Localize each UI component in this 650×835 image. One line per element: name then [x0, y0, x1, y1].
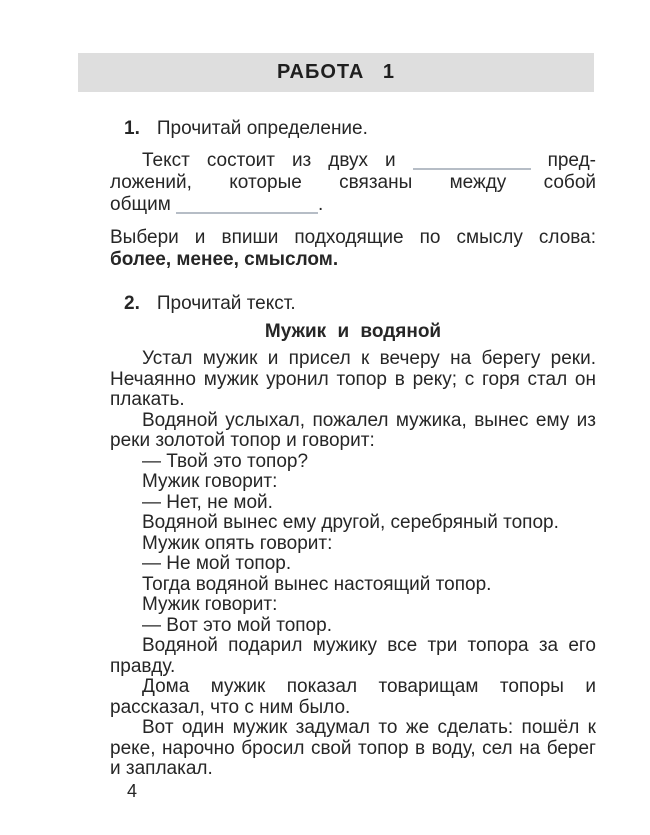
- story-paragraph: Водяной вынес ему другой, серебряный топор.: [142, 512, 559, 533]
- story-paragraph: — Твой это топор?: [142, 450, 309, 472]
- fill-in-blank-1: [413, 154, 531, 170]
- story-paragraph: Вот один мужик задумал то же сделать: пошёл к реке, нарочно бросил свой топор в воду, сел на берег и заплакал.: [110, 717, 596, 779]
- definition-line-1-before: Текст состоит из двух и: [142, 150, 396, 171]
- story-paragraph: Дома мужик показал товарищам топоры и рассказал, что с ним было.: [110, 676, 596, 718]
- definition-line-3-after: .: [318, 194, 324, 215]
- story-paragraph: — Не мой топор.: [142, 553, 292, 574]
- story-paragraph: Водяной подарил мужику все три топора за его правду.: [110, 635, 596, 677]
- hint-intro: Выбери и впиши подходящие по смыслу слова:: [110, 227, 596, 248]
- story-paragraph: — Нет, не мой.: [142, 491, 273, 513]
- definition-line-2: ложений, которые связаны между собой: [110, 172, 596, 193]
- page-number: 4: [127, 780, 138, 801]
- section-title: РАБОТА 1: [276, 61, 396, 83]
- task-1-instruction: Прочитай определение.: [156, 118, 368, 139]
- page-content: [110, 92, 596, 801]
- task-2-header: [110, 293, 596, 314]
- task-2-instruction: Прочитай текст.: [156, 293, 296, 314]
- story-paragraph: Мужик говорит:: [142, 471, 278, 492]
- definition-line-3: [110, 194, 596, 216]
- task-2-number: 2.: [124, 293, 140, 314]
- definition-line-3-before: общим: [110, 194, 171, 215]
- task-1-header: [110, 118, 596, 139]
- definition-text: [110, 150, 596, 216]
- story-paragraph: Устал мужик и присел к вечеру на берегу реки. Нечаянно мужик уронил топор в реку; с горя стал он плакать.: [110, 348, 596, 410]
- definition-line-1: [110, 150, 596, 172]
- definition-line-1-after: пред-: [547, 150, 596, 171]
- story-paragraph: Мужик говорит:: [142, 594, 278, 615]
- fill-in-blank-2: [176, 198, 318, 214]
- story-paragraph: — Вот это мой топор.: [142, 614, 332, 636]
- story-title: Мужик и водяной: [264, 321, 442, 342]
- story-paragraph: Тогда водяной вынес настоящий топор.: [142, 573, 492, 595]
- task-1-number: 1.: [124, 118, 140, 139]
- story-text: [110, 349, 596, 780]
- word-options: более, менее, смыслом.: [110, 249, 339, 270]
- story-paragraph: Водяной услыхал, пожалел мужика, вынес ему из реки золотой топор и говорит:: [110, 409, 596, 451]
- word-choice-hint: [110, 227, 596, 271]
- story-paragraph: Мужик опять говорит:: [142, 532, 333, 554]
- section-header-bar: [78, 53, 594, 92]
